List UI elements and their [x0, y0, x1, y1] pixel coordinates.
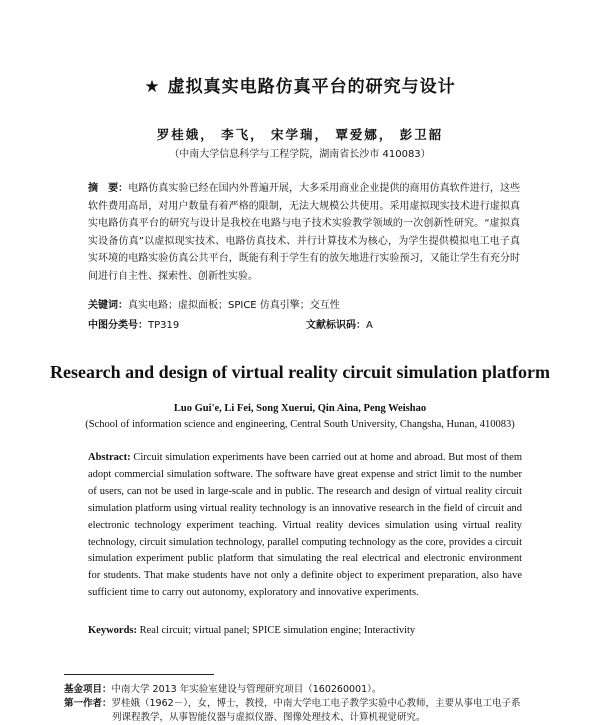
footnote-funding — [64, 683, 544, 697]
chinese-abstract-label: 摘 要： — [88, 183, 129, 194]
chinese-abstract — [88, 180, 520, 286]
footnote-first-author — [64, 697, 544, 725]
funding-text: 中南大学 2013 年实验室建设与管理研究项目（160260001）。 — [111, 684, 382, 695]
chinese-keywords — [88, 296, 528, 311]
chinese-abstract-text: 电路仿真实验已经在国内外普遍开展，大多采用商业企业提供的商用仿真软件进行，这些软件费用高昂，对用户数量有着严格的限制，无法大规模公共使用。采用虚拟现实技术进行虚拟真实电路仿真平台的研究与设计是我校在电路与电子技术实验教学领域的一次创新性研究。“虚拟真实设备仿真”以虚拟现实技术、电路仿真技术、并行计算技术为核心，为学生提供模拟电工电子真实环境的电路实验仿真公共平台，既能有利于学生有的放矢地进行实验预习，又能让学生有充分时间进行自主性、探索性、创新性实验。 — [88, 183, 521, 282]
doc-code-label: 文献标识码： — [306, 320, 366, 331]
first-author-label: 第一作者： — [64, 698, 112, 709]
chinese-authors: 罗桂娥， 李飞， 宋学瑞， 覃爱娜， 彭卫韶 — [156, 127, 444, 142]
chinese-keywords-label: 关键词： — [88, 300, 128, 311]
english-abstract-label: Abstract: — [88, 452, 131, 463]
funding-label: 基金项目： — [64, 684, 112, 695]
english-keywords-label: Keywords: — [88, 625, 137, 636]
classification-line — [88, 316, 528, 331]
footnote-divider — [64, 674, 214, 675]
english-authors: Luo Gui'e, Li Fei, Song Xuerui, Qin Aina, Peng Weishao — [173, 403, 427, 414]
english-title: Research and design of virtual reality circuit simulation platform — [50, 362, 550, 382]
clc-value: TP319 — [148, 320, 180, 331]
chinese-title: ★ 虚拟真实电路仿真平台的研究与设计 — [144, 77, 456, 97]
first-author-text-continued: 列课程教学，从事智能仪器与虚拟仪器、图像处理技术、计算机视觉研究。 — [112, 712, 426, 723]
english-abstract-text: Circuit simulation experiments have been carried out at home and abroad. But most of them adopt commercial simulation software. The software have great expense and strict limit to the number of users, can not be used in large-scale and in public. The research and design of virtual reality circuit simulation platform using virtual reality technology is an innovative research in the field of circuit and electronic technology experiment teaching. Virtual reality devices simulation using virtual reality technology, circuit simulation technology, parallel computing technology as the core, provides a circuit simulation experiment public platform that simulating the real electrical and electronic environment for students. That make students have not only a definite object to experiment preparation, also have sufficient time to carry out autonomy, exploratory and innovative experiments. — [88, 452, 523, 599]
english-affiliation: (School of information science and engineering, Central South University, Changsha, Hunan, 410083) — [85, 419, 515, 430]
clc-label: 中图分类号： — [88, 320, 148, 331]
chinese-affiliation: （中南大学信息科学与工程学院，湖南省长沙市 410083） — [169, 149, 431, 160]
english-keywords — [88, 625, 528, 636]
doc-code-value: A — [366, 320, 373, 331]
chinese-keywords-text: 真实电路；虚拟面板；SPICE 仿真引擎；交互性 — [128, 300, 340, 311]
first-author-text: 罗桂娥（1962－），女，博士，教授，中南大学电工电子教学实验中心教师，主要从事电工电子系 — [111, 698, 521, 709]
english-keywords-text: Real circuit; virtual panel; SPICE simulation engine; Interactivity — [139, 625, 416, 636]
english-abstract — [88, 450, 522, 602]
document-code — [306, 316, 373, 331]
